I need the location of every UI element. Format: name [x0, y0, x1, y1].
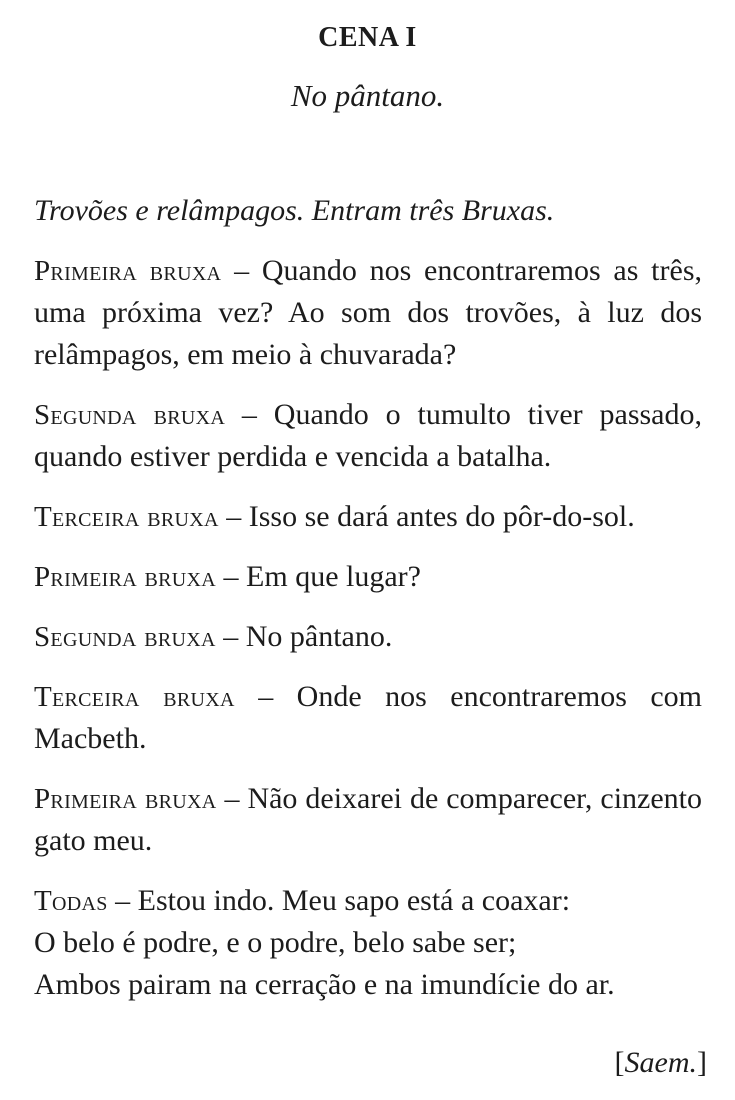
- speaker-name: Primeira bruxa: [34, 561, 217, 593]
- speech-text: Quando nos encontraremos as três, uma próxima vez? Ao som dos trovões, à luz dos relâmpagos, em meio à chuvarada?: [34, 254, 702, 371]
- speech-final: [34, 880, 702, 1006]
- exit-direction: [615, 1046, 707, 1080]
- speech-4: [34, 556, 702, 598]
- speech-dash: –: [216, 560, 247, 593]
- speech-2: [34, 394, 702, 478]
- speech-text: No pântano.: [245, 620, 393, 653]
- speech-dash: –: [221, 254, 262, 287]
- speaker-name: Terceira bruxa: [34, 501, 219, 533]
- stage-direction: Trovões e relâmpagos. Entram três Bruxas.: [34, 194, 555, 227]
- speech-dash: –: [234, 680, 297, 713]
- speaker-name: Segunda bruxa: [34, 621, 216, 653]
- speech-dash: –: [215, 620, 246, 653]
- speech-dash: –: [225, 398, 274, 431]
- exit-bracket-close: ]: [697, 1046, 707, 1079]
- speech-1: [34, 250, 702, 376]
- speaker-name: Terceira bruxa: [34, 681, 235, 713]
- speaker-name: Todas: [34, 885, 108, 917]
- speaker-name: Segunda bruxa: [34, 399, 226, 431]
- verse-line: Ambos pairam na cerração e na imundície do ar.: [34, 968, 615, 1001]
- speech-dash: –: [218, 500, 249, 533]
- speaker-name: Primeira bruxa: [34, 255, 222, 287]
- scene-location: No pântano.: [290, 78, 445, 113]
- speech-text: Quando o tumulto tiver passado, quando estiver perdida e vencida a batalha.: [34, 398, 702, 473]
- verse-line: O belo é podre, e o podre, belo sabe ser;: [34, 926, 517, 959]
- scene-title: CENA I: [318, 22, 417, 53]
- speech-6: [34, 676, 702, 760]
- dialogue: [34, 250, 702, 1024]
- speech-text: Isso se dará antes do pôr-do-sol.: [248, 500, 635, 533]
- speech-3: [34, 496, 702, 538]
- speech-text: Onde nos encontraremos com Macbeth.: [34, 680, 702, 755]
- exit-word: Saem.: [624, 1046, 697, 1079]
- speech-dash: –: [216, 782, 248, 815]
- speech-text: Não deixarei de comparecer, cinzento gato meu.: [34, 782, 702, 857]
- speaker-name: Primeira bruxa: [34, 783, 217, 815]
- speech-7: [34, 778, 702, 862]
- verse-line: Estou indo. Meu sapo está a coaxar:: [137, 884, 571, 917]
- speech-5: [34, 616, 702, 658]
- speech-dash: –: [107, 884, 138, 917]
- speech-text: Em que lugar?: [246, 560, 421, 593]
- exit-bracket-open: [: [614, 1046, 625, 1079]
